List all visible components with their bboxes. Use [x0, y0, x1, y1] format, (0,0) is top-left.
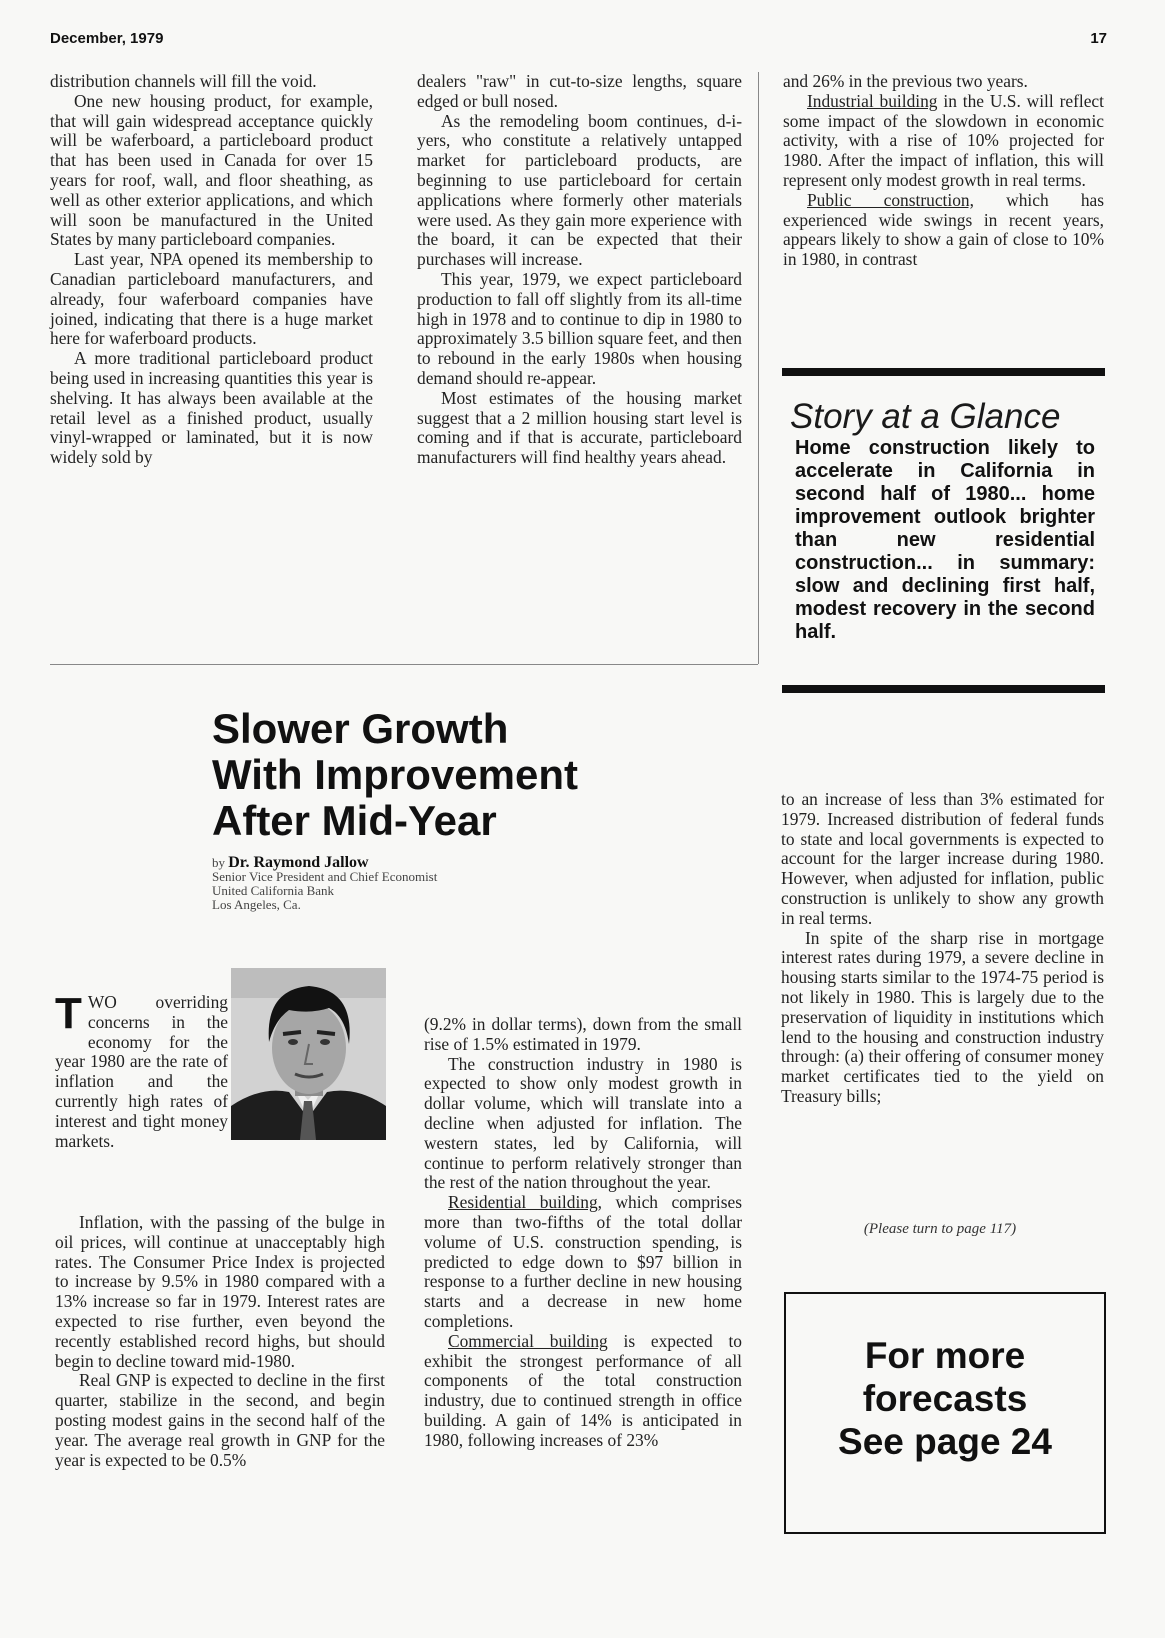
paragraph: The construction industry in 1980 is expected to show only modest growth in dollar volume, which will translate into a decline when adjusted for inflation. The western states, led by California, will continue to perform relatively stronger than the rest of the nation throughout the year. — [424, 1053, 742, 1193]
more-forecasts-text — [786, 1334, 1104, 1463]
paragraph-text: in the U.S. will reflect some impact of the slowdown in economic activity, with a rise of 10% projected for 1980. After the impact of inflation, this will represent only modest growth in real terms. — [783, 90, 1104, 190]
page-number: 17 — [1090, 30, 1107, 47]
paragraph: dealers "raw" in cut-to-size lengths, square edged or bull nosed. — [417, 71, 742, 111]
paragraph — [783, 191, 1104, 270]
box-line: See page 24 — [838, 1421, 1052, 1462]
section-divider — [50, 664, 758, 665]
paragraph: As the remodeling boom continues, d-i-yers, who constitute a relatively untapped market for particleboard products, are beginning to use particleboard for certain applications where formerly other materials were used. As they gain more experience with the board, it can be expected that their purchases will increase. — [417, 110, 742, 270]
continuation-note: (Please turn to page 117) — [863, 1221, 1017, 1237]
paragraph: Last year, NPA opened its membership to Canadian particleboard manufacturers, and already, four waferboard companies have joined, indicating that there is a huge market here for waferboard products. — [50, 249, 373, 349]
subhead-public: Public construction, — [807, 189, 974, 210]
more-forecasts-box — [784, 1292, 1106, 1534]
box-line: For more — [864, 1335, 1026, 1376]
top-column-3 — [783, 72, 1104, 270]
article-headline — [212, 706, 732, 844]
glance-title: Story at a Glance — [790, 397, 1061, 436]
paragraph — [424, 1332, 742, 1451]
byline — [212, 856, 632, 912]
subhead-industrial: Industrial building — [807, 90, 938, 111]
lead-paragraph — [55, 989, 228, 1151]
paragraph — [424, 1193, 742, 1332]
paragraph: (9.2% in dollar terms), down from the small rise of 1.5% estimated in 1979. — [424, 1014, 742, 1054]
paragraph: This year, 1979, we expect particleboard production to fall off slightly from its all-time high in 1978 and to continue to dip in 1980 to approximately 3.5 billion square feet, and then to rebound in the early 1980s when housing demand should re-appear. — [417, 268, 742, 388]
paragraph-text: which has experienced wide swings in recent years, appears likely to show a gain of close to 10% in 1980, in contrast — [783, 189, 1104, 270]
drop-cap: T — [55, 989, 82, 1038]
paragraph: Real GNP is expected to decline in the first quarter, stabilize in the second, and begin posting modest gains in the second half of the year. The average real growth in GNP for the year is expected to be 0.5% — [55, 1370, 385, 1470]
issue-date: December, 1979 — [50, 30, 164, 47]
box-line: forecasts — [862, 1378, 1028, 1419]
paragraph: In spite of the sharp rise in mortgage interest rates during 1979, a severe decline in housing starts similar to the 1974-75 period is not likely in 1980. This is largely due to the preservation of liquidity in institutions which lend to the housing and construction industry through: (a) their offering of consumer money market certificates tied to the yield on Treasury bills; — [781, 927, 1104, 1106]
paragraph: A more traditional particleboard product being used in increasing quantities this year is shelving. It has always been available at the retail level as a finished product, usually vinyl-wrapped or laminated, but it is now widely sold by — [50, 348, 373, 468]
lead-text: WO overriding concerns in the economy for the year 1980 are the rate of inflation and the currently high rates of interest and tight money markets. — [55, 992, 228, 1151]
author-location: Los Angeles, Ca. — [212, 897, 301, 912]
article-column-1-continued — [55, 1213, 385, 1470]
paragraph-text: is expected to exhibit the strongest performance of all components of the total construction industry, due to continued strength in office building. A gain of 14% is anticipated in 1980, following increases of 23% — [424, 1330, 742, 1450]
byline-prefix: by — [212, 855, 229, 870]
author-title: Senior Vice President and Chief Economist — [212, 869, 438, 884]
paragraph: and 26% in the previous two years. — [783, 71, 1028, 91]
author-photo — [231, 968, 386, 1140]
glance-summary: Home construction likely to accelerate in California in second half of 1980... home improvement outlook brighter than new residential construction... in summary: slow and declining first half, modest recovery in the second half. — [795, 437, 1095, 643]
paragraph: Most estimates of the housing market suggest that a 2 million housing start level is coming and if that is accurate, particleboard manufacturers will find healthy years ahead. — [417, 387, 742, 468]
paragraph — [783, 92, 1104, 191]
article-column-2 — [424, 1015, 742, 1451]
subhead-commercial: Commercial building — [448, 1330, 608, 1351]
paragraph: to an increase of less than 3% estimated for 1979. Increased distribution of federal funds to state and local governments is expected to account for the larger increase during 1980. However, when adjusted for inflation, public construction is unlikely to show any growth in real terms. — [781, 789, 1104, 928]
article-column-1 — [55, 989, 228, 1151]
headline-line: With Improvement — [212, 751, 578, 798]
subhead-residential: Residential building, — [448, 1192, 603, 1213]
glance-top-bar — [782, 368, 1105, 376]
paragraph: Inflation, with the passing of the bulge in oil prices, will continue at unacceptably high rates. The Consumer Price Index is projected to increase by 9.5% in 1980 compared with a 13% increase so far in 1979. Interest rates are expected to rise further, even beyond the recently established record highs, but should begin to decline toward mid-1980. — [55, 1212, 385, 1371]
column-divider — [758, 72, 759, 664]
top-column-2 — [417, 72, 742, 468]
headline-line: Slower Growth — [212, 705, 509, 752]
paragraph-text: which comprises more than two-fifths of the total dollar volume of U.S. construction spending, is predicted to edge down to $97 billion in response to a further decline in new housing starts and a decrease in new home completions. — [424, 1192, 742, 1331]
paragraph: One new housing product, for example, that will gain widespread acceptance quickly will be waferboard, a particleboard product that has been used in Canada for over 15 years for roof, wall, and floor sheathing, as well as other exterior applications, and which will soon be manufactured in the United States by many particleboard companies. — [50, 90, 373, 250]
portrait-image — [231, 968, 386, 1140]
paragraph: distribution channels will fill the void. — [50, 71, 317, 91]
headline-line: After Mid-Year — [212, 797, 497, 844]
glance-bottom-bar — [782, 685, 1105, 693]
author-name: Dr. Raymond Jallow — [228, 854, 369, 871]
top-column-1 — [50, 72, 373, 468]
author-org: United California Bank — [212, 883, 335, 898]
article-column-3 — [781, 790, 1104, 1107]
